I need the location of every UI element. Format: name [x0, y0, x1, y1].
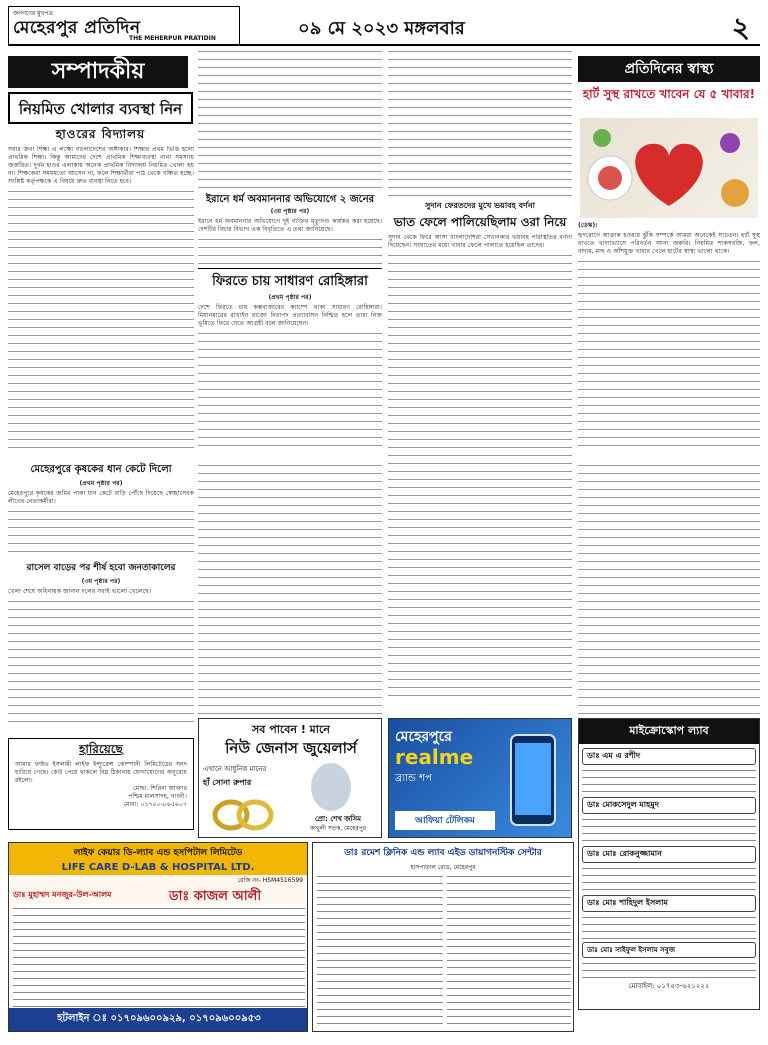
rasel-article-title: রাসেল বাড়ের পর শীর্ষ হবো জনতাকালের	[26, 563, 176, 573]
farmer-subhead: (প্রথম পৃষ্ঠার পর)	[79, 480, 123, 487]
lifecare-doctor-1: ডাঃ মুহাম্মদ মনজুর-উল-আলম	[13, 890, 112, 899]
microscope-lab-phone: মোবাইল: ০১৭৫৩-৬২১২২২	[628, 982, 710, 990]
jewellers-line1: এখানে আধুনিক মানের	[203, 765, 267, 773]
page-number: ২	[731, 11, 750, 44]
realme-shop: আফিয়া টেলিকম	[395, 811, 495, 830]
newspaper-logo	[8, 6, 240, 46]
ramesh-left-doctors	[317, 873, 443, 1027]
realme-ad	[388, 718, 572, 838]
jewellers-name: নিউ জেনাস জুয়েলার্স	[225, 739, 357, 757]
health-text-lines	[578, 258, 760, 448]
right-lower-text	[578, 462, 760, 714]
microscope-lab-ad	[578, 718, 760, 1010]
editorial-title-box: নিয়মিত খোলার ব্যবস্থা নিন	[8, 92, 193, 124]
jewellers-tag: সব পাবেন ! মানে	[252, 723, 330, 736]
iran-text-lines	[198, 236, 382, 266]
divider	[198, 268, 382, 269]
jewellers-ad	[198, 718, 382, 838]
doctor-1: ডাঃ এম এ রশীদ	[582, 748, 756, 765]
rohingya-paragraph: দেশে ফিরতে চায় কক্সবাজারের ক্যাম্পে থাকা সাধারণ রোহিঙ্গারা। মিয়ানমারের রাখাইন রাজ্যে নিরাপদ প্রত্যাবাসন নিশ্চিত হলে তারা নিজ ভূমিতে ফিরে যেতে আগ্রহী বলে জানিয়েছেন।	[198, 304, 382, 328]
lost-notice	[8, 738, 194, 830]
lifecare-name-en: LIFE CARE D-LAB & HOSPITAL LTD.	[9, 862, 307, 875]
lost-notice-body: আমার ফাইভ ইসলামী লাইফ ইন্স্যুরেন্স কোম্পানী লিমিটেডের সনদ হারিয়ে গেছে। কেউ পেয়ে থাকলে নিম্ন ঠিকানায় যোগাযোগের অনুরোধ রইলো।	[15, 761, 187, 785]
rasel-subhead: (৩য় পৃষ্ঠার পর)	[81, 578, 121, 585]
health-title: হার্ট সুস্থ রাখতে খাবেন যে ৫ খাবার!	[582, 87, 756, 101]
lifecare-details	[13, 905, 305, 1009]
iran-article-body	[198, 208, 382, 268]
rasel-paragraph: খেলা শেষে অধিনায়ক জানান দলের সবাই ভালো খেলেছে।	[8, 588, 152, 596]
lifecare-reg: রেজি নং- HSM4516599	[237, 877, 303, 884]
rasel-article-body	[8, 578, 194, 734]
lost-notice-address: পশ্চিম মালসাদহ, গাংনী।	[128, 793, 187, 801]
owner-avatar	[311, 763, 351, 811]
health-paragraph: হৃদরোগে আক্রান্ত হওয়ার ঝুঁকি সম্পর্কে আমরা অনেকেই সচেতন। হার্ট সুস্থ রাখতে খাদ্যাভ্যাসে পরিবর্তন আনা জরুরি। নিয়মিত শাকসবজি, ফল, বাদাম, মাছ ও আঁশযুক্ত খাবার খেলে হার্টের স্বাস্থ্য ভালো থাকে।	[578, 232, 760, 256]
health-byline: (ডেস্ক):	[578, 222, 598, 229]
lost-notice-title: হারিয়েছে	[79, 742, 123, 756]
editorial-subtitle: হাওরের বিদ্যালয়	[55, 127, 146, 141]
sudan-article-body	[388, 234, 572, 714]
doctor-2: ডাঃ মোকসেদুল মাহমুদ	[582, 797, 756, 814]
doctor-3: ডাঃ মোঃ রোকনুজ্জামান	[582, 846, 756, 863]
rasel-text-lines	[8, 598, 194, 724]
sudan-paragraph: সুদান থেকে ফিরে আসা বাংলাদেশিরা সেখানকার ভয়াবহ পরিস্থিতির বর্ণনা দিয়েছেন। সংঘাতের মধ্যে খাবার ফেলে পালাতে হয়েছিল তাদের।	[388, 234, 572, 250]
newspaper-name: মেহেরপুর প্রতিদিন	[13, 18, 141, 38]
rohingya-text-lines	[198, 330, 382, 450]
ramesh-clinic-ad	[312, 842, 574, 1032]
heart-food-image	[580, 118, 758, 218]
realme-brand: realme	[395, 745, 474, 769]
doctor-1-details	[582, 767, 756, 795]
lifecare-name-bn: লাইফ কেয়ার ডি-ল্যাব এন্ড হসপিটাল লিমিটেড	[9, 843, 307, 862]
iran-article-title: ইরানে ধর্ম অবমাননার অভিযোগে ২ জনের	[205, 194, 375, 205]
editorial-text-lines	[8, 188, 194, 448]
mid-lower-text	[198, 462, 382, 714]
newspaper-english-name: THE MEHERPUR PRATIDIN	[129, 35, 216, 42]
doctor-4-details	[582, 914, 756, 940]
realme-showroom: ব্র্যান্ড শপ	[395, 773, 432, 784]
editorial-paragraph: সবার জন্য শিক্ষা এ লক্ষ্যে বাংলাদেশের অঙ্গীকার। শিক্ষার প্রথম ভিত্তি হলো প্রাথমিক শিক্ষা। কিন্তু আমাদের দেশে প্রাথমিক শিক্ষাব্যবস্থা নানা সমস্যায় জর্জরিত। দুর্গম হাওর এলাকায় অনেক প্রাথমিক বিদ্যালয় নিয়মিত খোলা হয় না। শিক্ষকেরা সময়মতো আসেন না, ফলে শিক্ষার্থীরা পাঠ থেকে বঞ্চিত হচ্ছে। সংশ্লিষ্ট কর্তৃপক্ষকে এ বিষয়ে দ্রুত ব্যবস্থা নিতে হবে।	[8, 146, 194, 186]
realme-city: মেহেরপুরে	[395, 729, 452, 745]
rings-icon	[209, 797, 279, 833]
farmer-text-lines	[8, 508, 194, 554]
farmer-article-title: মেহেরপুরে কৃষকের ধান কেটে দিলো	[30, 464, 172, 475]
sudan-article-title: ভাত ফেলে পালিয়েছিলাম ওরা নিয়ে	[393, 215, 567, 229]
ramesh-clinic-title: ডাঃ রমেশ ক্লিনিক এন্ড ল্যাব এইড ডায়াগনস্টিক সেন্টার	[344, 848, 542, 858]
rohingya-article-body	[198, 294, 382, 456]
editorial-body	[8, 146, 194, 456]
masthead-tagline: জনগণের মুখপত্র	[13, 10, 53, 17]
mid-top-text	[198, 48, 382, 188]
iran-paragraph: ইরানে ধর্ম অবমাননার অভিযোগে দুই ব্যক্তির মৃত্যুদণ্ড কার্যকর করা হয়েছে। দেশটির বিচার বিভাগ এক বিবৃতিতে এ তথ্য জানিয়েছে।	[198, 218, 382, 234]
lifecare-ad	[8, 842, 308, 1032]
doctor-4: ডাঃ মোঃ শাহিদুল ইসলাম	[582, 895, 756, 912]
health-body	[578, 222, 760, 456]
doctor-3-details	[582, 865, 756, 893]
heart-icon	[580, 118, 758, 218]
farmer-paragraph: মেহেরপুরে কৃষকের জমির পাকা ধান কেটে বাড়ি পৌঁছে দিয়েছে স্বেচ্ছাসেবক লীগের নেতাকর্মীরা।	[8, 490, 194, 506]
sudan-text-lines	[388, 252, 572, 702]
issue-date: ০৯ মে ২০২৩ মঙ্গলবার	[298, 18, 465, 39]
sudan-kicker: সুদান ফেরতদের মুখে ভয়াবহ বর্ণনা	[425, 201, 535, 210]
masthead	[8, 6, 760, 46]
jewellers-line2: হাঁ সোনা রুপার	[203, 778, 252, 787]
doctor-2-details	[582, 816, 756, 844]
doctor-5-details	[582, 960, 756, 980]
jewellers-address: কাথুলী সড়ক, মেহেরপুর	[309, 825, 367, 832]
ramesh-clinic-address: হাসপাতাল রোড, মেহেরপুর	[410, 864, 476, 871]
jewellers-owner: প্রো: শেখ জসিম	[314, 815, 362, 823]
farmer-article-body	[8, 480, 194, 556]
rohingya-article-title: ফিরতে চায় সাধারণ রোহিঙ্গারা	[212, 274, 368, 289]
doctor-5: ডাঃ মোঃ সাইফুল ইসলাম সবুজ	[582, 942, 756, 958]
lifecare-hotline: হটলাইন ঃ ০১৭০৯৬০০৯২৯, ০১৭০৯৬০০৯৫৩	[9, 1008, 308, 1031]
health-banner: প্রতিদিনের স্বাস্থ্য	[578, 56, 760, 82]
editorial-banner: সম্পাদকীয়	[8, 56, 188, 88]
smartphone-icon	[507, 733, 565, 829]
ramesh-right-doctors	[447, 873, 571, 1027]
iran-subhead: (৩য় পৃষ্ঠার পর)	[270, 208, 310, 215]
lifecare-doctor-2: ডাঃ কাজল আলী	[169, 889, 262, 904]
lost-notice-name: মোছা. শিরিনা আক্তার	[133, 785, 187, 793]
microscope-lab-title: মাইক্রোস্কোপ ল্যাব	[579, 719, 759, 744]
rohingya-subhead: (প্রথম পৃষ্ঠার পর)	[268, 294, 312, 301]
col3-top-text	[388, 48, 572, 198]
lost-notice-phone: মোবা: ০১৭৫০-৮৬৫৬০৭	[123, 801, 187, 809]
